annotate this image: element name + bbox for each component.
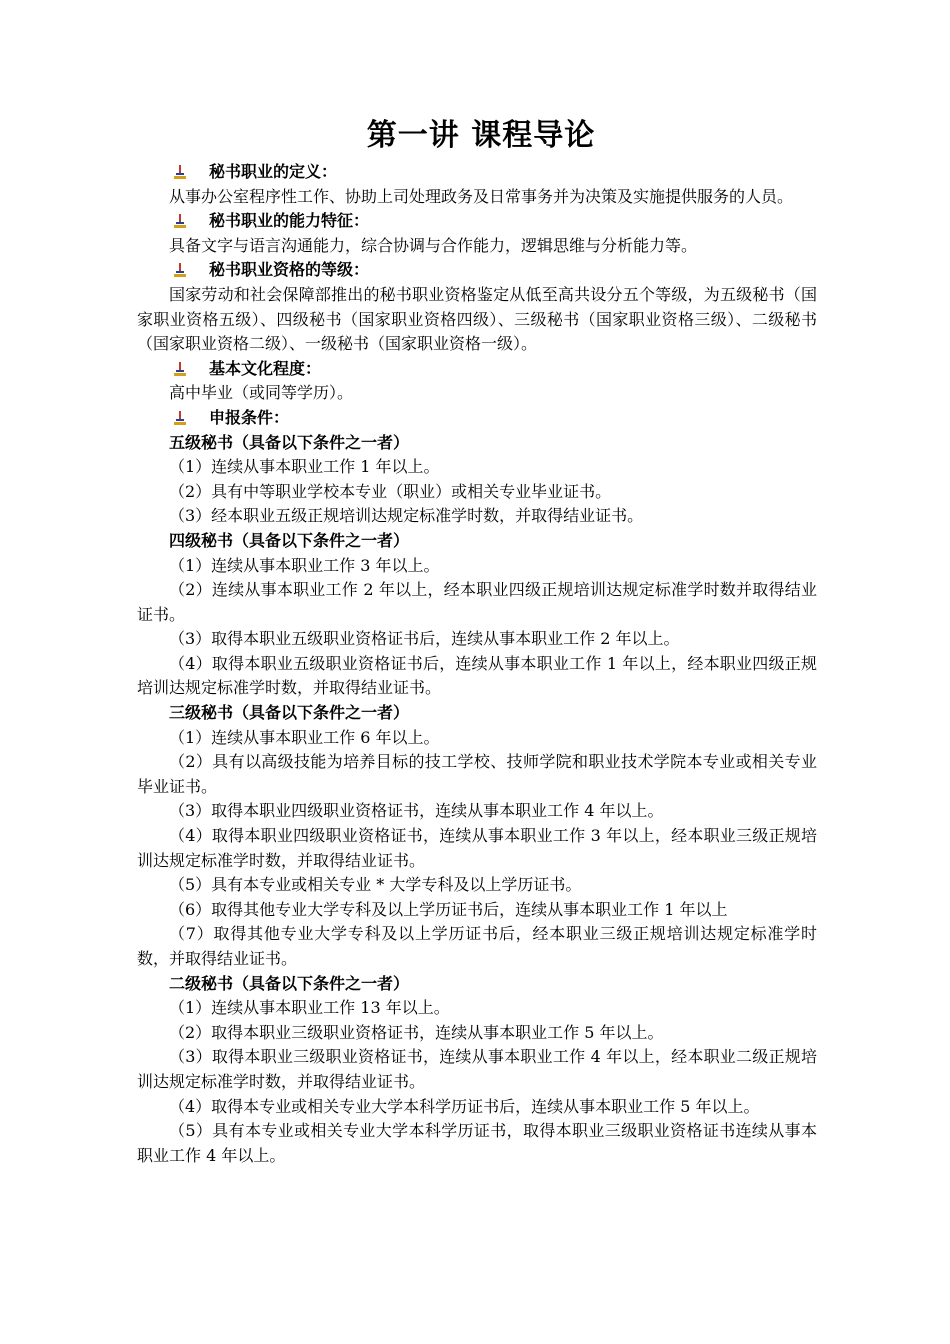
- list-item: （5）具有本专业或相关专业 * 大学专科及以上学历证书。: [169, 875, 582, 895]
- list-item: （1）连续从事本职业工作 3 年以上。: [169, 555, 440, 575]
- list-item: （7）取得其他专业大学专科及以上学历证书后，经本职业三级正规培训达规定标准学时数，并取得结业证书。: [137, 924, 817, 968]
- section-heading-ability: [137, 209, 817, 234]
- bullet-icon: [173, 165, 187, 179]
- list-item: （6）取得其他专业大学专科及以上学历证书后，连续从事本职业工作 1 年以上: [169, 899, 728, 919]
- list-item: （3）取得本职业五级职业资格证书后，连续从事本职业工作 2 年以上。: [169, 629, 680, 649]
- list-item: （4）取得本职业四级职业资格证书，连续从事本职业工作 3 年以上，经本职业三级正规培训达规定标准学时数，并取得结业证书。: [137, 826, 817, 870]
- list-item: （3）取得本职业三级职业资格证书，连续从事本职业工作 4 年以上，经本职业二级正规培训达规定标准学时数，并取得结业证书。: [137, 1047, 817, 1091]
- paragraph-ability: 具备文字与语言沟通能力，综合协调与合作能力，逻辑思维与分析能力等。: [169, 235, 698, 255]
- list-item: （2）取得本职业三级职业资格证书，连续从事本职业工作 5 年以上。: [169, 1022, 664, 1042]
- section-heading-definition: [137, 160, 817, 185]
- level3-heading: 三级秘书（具备以下条件之一者）: [169, 703, 410, 723]
- heading-text: 基本文化程度：: [209, 358, 322, 378]
- list-item: （4）取得本职业五级职业资格证书后，连续从事本职业工作 1 年以上，经本职业四级正规培训达规定标准学时数，并取得结业证书。: [137, 653, 817, 698]
- paragraph-education: 高中毕业（或同等学历）。: [169, 383, 354, 403]
- list-item: （5）具有本专业或相关专业大学本科学历证书，取得本职业三级职业资格证书连续从事本职业工作 4 年以上。: [137, 1121, 817, 1165]
- bullet-icon: [173, 214, 187, 228]
- list-item: （1）连续从事本职业工作 6 年以上。: [169, 727, 440, 747]
- page-title: 第一讲 课程导论: [366, 118, 596, 153]
- list-item: （2）具有中等职业学校本专业（职业）或相关专业毕业证书。: [169, 481, 612, 501]
- level2-heading: 二级秘书（具备以下条件之一者）: [169, 973, 410, 993]
- list-item: （2）具有以高级技能为培养目标的技工学校、技师学院和职业技术学院本专业或相关专业毕业证书。: [137, 752, 817, 796]
- list-item: （1）连续从事本职业工作 13 年以上。: [169, 998, 450, 1018]
- heading-text: 秘书职业的能力特征：: [209, 211, 370, 231]
- heading-text: 申报条件：: [209, 407, 290, 427]
- heading-text: 秘书职业的定义：: [209, 162, 338, 181]
- list-item: （4）取得本专业或相关专业大学本科学历证书后，连续从事本职业工作 5 年以上。: [169, 1096, 760, 1116]
- document-page: [137, 112, 817, 1168]
- list-item: （2）连续从事本职业工作 2 年以上，经本职业四级正规培训达规定标准学时数并取得结业证书。: [137, 580, 817, 624]
- section-heading-conditions: [137, 406, 817, 431]
- list-item: （3）经本职业五级正规培训达规定标准学时数，并取得结业证书。: [169, 506, 644, 526]
- paragraph-definition: 从事办公室程序性工作、协助上司处理政务及日常事务并为决策及实施提供服务的人员。: [169, 186, 794, 206]
- paragraph-grade: 国家劳动和社会保障部推出的秘书职业资格鉴定从低至高共设分五个等级，为五级秘书（国家职业资格五级）、四级秘书（国家职业资格四级）、三级秘书（国家职业资格三级）、二级秘书（国家职业资格二级）、一级秘书（国家职业资格一级）。: [137, 284, 817, 354]
- bullet-icon: [173, 362, 187, 376]
- list-item: （1）连续从事本职业工作 1 年以上。: [169, 457, 440, 477]
- heading-text: 秘书职业资格的等级：: [209, 260, 370, 280]
- list-item: （3）取得本职业四级职业资格证书，连续从事本职业工作 4 年以上。: [169, 801, 664, 821]
- bullet-icon: [173, 411, 187, 425]
- level5-heading: 五级秘书（具备以下条件之一者）: [169, 432, 410, 452]
- level4-heading: 四级秘书（具备以下条件之一者）: [169, 530, 410, 550]
- bullet-icon: [173, 263, 187, 277]
- section-heading-grade: [137, 258, 817, 283]
- section-heading-education: [137, 357, 817, 382]
